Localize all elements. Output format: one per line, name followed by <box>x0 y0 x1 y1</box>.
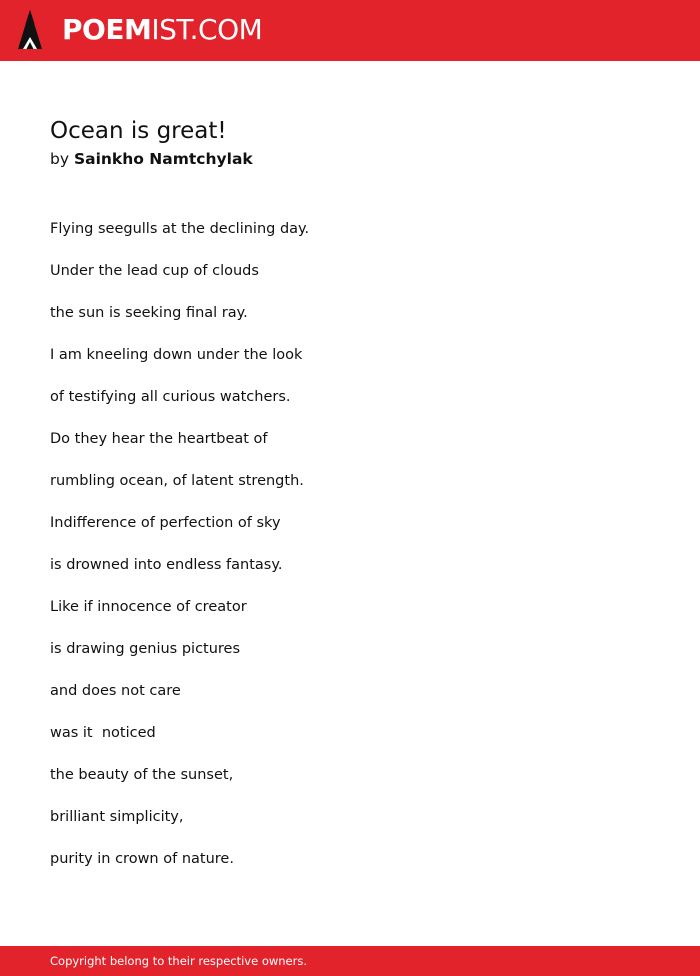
poem-line: is drawing genius pictures <box>50 641 241 657</box>
poem-byline <box>50 149 253 169</box>
poem-line: Like if innocence of creator <box>50 599 247 615</box>
site-header <box>0 0 700 61</box>
poem-line: the sun is seeking final ray. <box>50 305 248 321</box>
site-footer <box>0 946 700 976</box>
poem-line: rumbling ocean, of latent strength. <box>50 473 304 489</box>
poem-author: Sainkho Namtchylak <box>73 150 253 168</box>
poem-line: I am kneeling down under the look <box>50 347 303 363</box>
poem-title: Ocean is great! <box>50 118 227 144</box>
poem-line: brilliant simplicity, <box>50 809 184 825</box>
poem-line: was it noticed <box>50 725 156 741</box>
poem-line: Under the lead cup of clouds <box>50 263 259 279</box>
brand-light-text: IST.COM <box>151 13 263 46</box>
poem-line: and does not care <box>50 683 181 699</box>
brand-bold-text: POEM <box>62 13 152 46</box>
poem-line: the beauty of the sunset, <box>50 767 234 783</box>
poem-line: Flying seegulls at the declining day. <box>50 221 310 237</box>
site-logo-text[interactable] <box>62 13 262 47</box>
poem-line: Do they hear the heartbeat of <box>50 431 268 447</box>
poem-line: purity in crown of nature. <box>50 851 234 867</box>
copyright-notice: Copyright belong to their respective owners. <box>50 954 308 968</box>
poem-line: of testifying all curious watchers. <box>50 389 291 405</box>
poem-line: is drowned into endless fantasy. <box>50 557 283 573</box>
pencil-tip-icon[interactable] <box>17 9 43 51</box>
byline-prefix: by <box>50 150 70 168</box>
poem-body <box>50 219 650 891</box>
poem-line: Indifference of perfection of sky <box>50 515 281 531</box>
